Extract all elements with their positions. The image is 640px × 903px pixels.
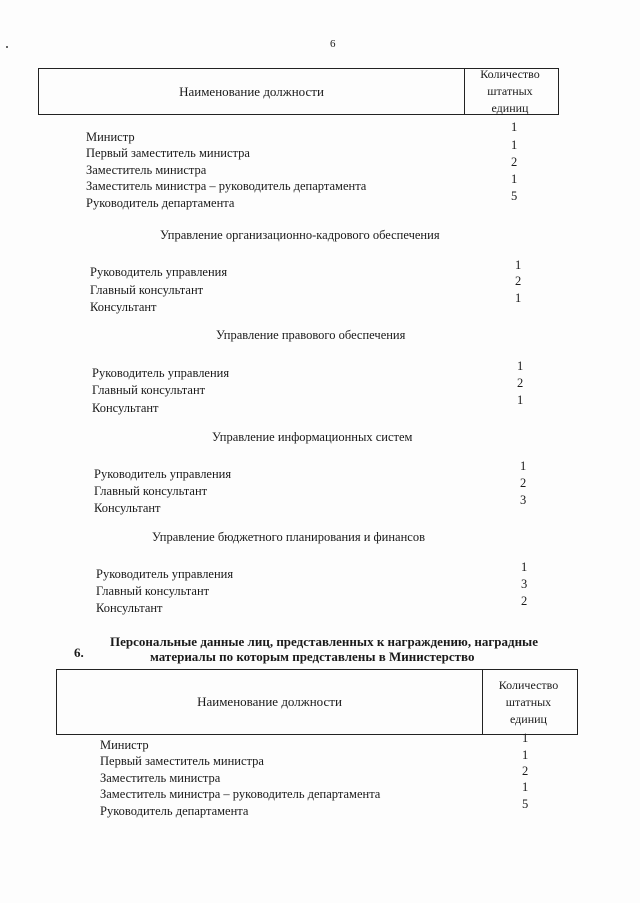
quantity-value: 2 [521,594,528,608]
table-header-top [38,68,559,115]
list-item: Руководитель управления [94,467,232,481]
list-item: Министр [100,738,149,752]
list-item: Первый заместитель министра [86,146,250,160]
section-title: Управление бюджетного планирования и финансов [152,530,425,544]
list-item: Главный консультант [92,383,206,397]
list-item: Заместитель министра [100,771,221,785]
quantity-value: 2 [511,155,518,169]
quantity-value: 1 [517,359,524,373]
list-item: Заместитель министра – руководитель департамента [86,179,367,193]
margin-mark [6,46,8,48]
quantity-value: 1 [511,172,518,186]
list-item: Заместитель министра – руководитель департамента [100,787,381,801]
list-item: Первый заместитель министра [100,754,264,768]
quantity-value: 1 [522,780,529,794]
quantity-value: 1 [522,748,529,762]
quantity-value: 1 [522,731,529,745]
list-item: Руководитель департамента [86,196,235,210]
list-item: Консультант [90,300,157,314]
quantity-column-header: Количество штатных единиц [498,677,559,726]
list-item: Консультант [92,401,159,415]
position-column-header: Наименование должности [39,69,465,114]
quantity-value: 5 [511,189,518,203]
list-item: Руководитель управления [92,366,230,380]
page-number: 6 [330,38,336,50]
section-title: Управление организационно-кадрового обеспечения [160,228,440,242]
list-item: Заместитель министра [86,163,207,177]
quantity-value: 1 [517,393,524,407]
list-item: Главный консультант [90,283,204,297]
table-header-bottom [56,669,578,735]
quantity-column-header: Количество штатных единиц [480,67,540,115]
quantity-value: 2 [515,274,522,288]
quantity-value: 3 [520,493,527,507]
quantity-value: 2 [522,764,529,778]
list-item: Министр [86,130,135,144]
list-item: Консультант [96,601,163,615]
quantity-value: 1 [511,138,518,152]
list-item: Главный консультант [94,484,208,498]
list-item: Руководитель департамента [100,804,249,818]
list-item: Руководитель управления [90,265,228,279]
quantity-value: 1 [511,120,518,134]
list-item: Консультант [94,501,161,515]
quantity-value: 2 [520,476,527,490]
item-heading: Персональные данные лиц, представленных к награждению, наградные материалы по которым представлены в Министерство [110,634,538,664]
quantity-value: 1 [515,291,522,305]
quantity-value: 1 [515,258,522,272]
quantity-value: 3 [521,577,528,591]
position-column-header: Наименование должности [57,670,483,734]
list-item: Руководитель управления [96,567,234,581]
quantity-value: 1 [520,459,527,473]
quantity-value: 5 [522,797,529,811]
quantity-value: 1 [521,560,528,574]
list-item: Главный консультант [96,584,210,598]
section-title: Управление информационных систем [212,430,413,444]
quantity-value: 2 [517,376,524,390]
item-number: 6. [74,645,84,660]
section-title: Управление правового обеспечения [216,328,406,342]
